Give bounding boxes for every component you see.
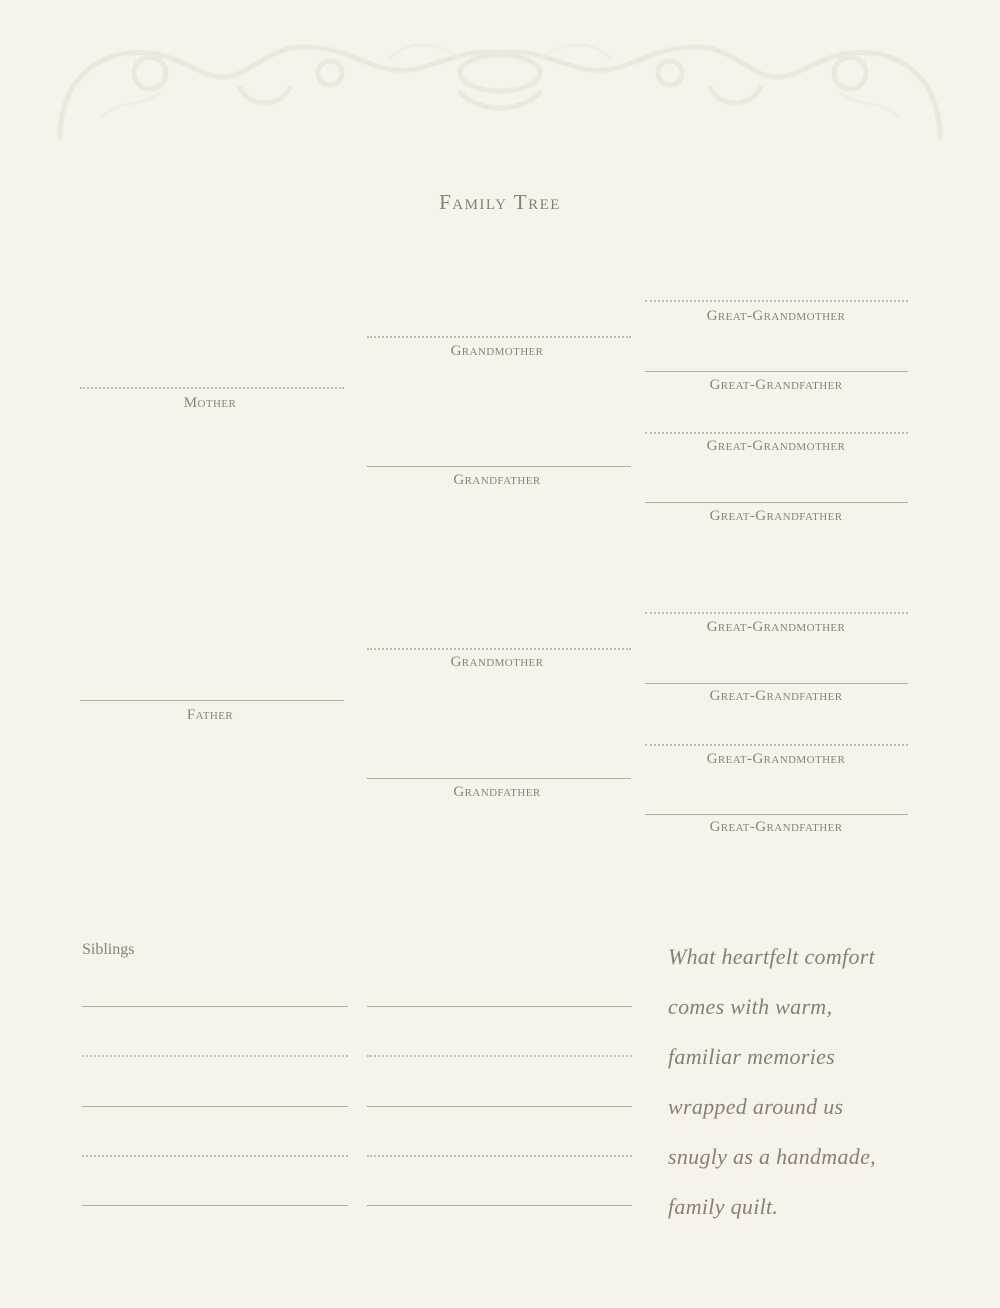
maternal-grandfather-label: Grandfather <box>453 472 541 488</box>
great-grandfather-label-4: Great-Grandfather <box>709 508 843 524</box>
sibling-line[interactable] <box>82 1055 348 1057</box>
great-grandfather-label-8: Great-Grandfather <box>709 819 843 835</box>
paternal-grandmother-label: Grandmother <box>450 654 544 670</box>
quote-line: wrapped around us <box>668 1094 844 1119</box>
great-grandparent-line-2[interactable] <box>645 371 908 372</box>
quote-line: What heartfelt comfort <box>668 944 876 969</box>
great-grandparent-line-8[interactable] <box>645 814 908 815</box>
paternal-grandfather-name-line[interactable] <box>367 778 631 779</box>
great-grandmother-label-1: Great-Grandmother <box>706 308 846 324</box>
maternal-grandmother-name-line[interactable] <box>367 336 631 338</box>
sibling-line[interactable] <box>82 1006 348 1007</box>
great-grandfather-label-6: Great-Grandfather <box>709 688 843 704</box>
sibling-line[interactable] <box>367 1055 632 1057</box>
sibling-line[interactable] <box>367 1155 632 1157</box>
quote-line: family quilt. <box>668 1194 779 1219</box>
sibling-line[interactable] <box>367 1006 632 1007</box>
sibling-line[interactable] <box>82 1155 348 1157</box>
sibling-line[interactable] <box>82 1106 348 1107</box>
father-label: Father <box>186 707 234 723</box>
mother-name-line[interactable] <box>80 387 344 389</box>
paternal-grandmother-name-line[interactable] <box>367 648 631 650</box>
great-grandparent-line-7[interactable] <box>645 744 908 746</box>
quote-line: snugly as a handmade, <box>668 1144 876 1169</box>
great-grandparent-line-3[interactable] <box>645 432 908 434</box>
page-title: Family Tree <box>439 190 561 214</box>
great-grandfather-label-2: Great-Grandfather <box>709 377 843 393</box>
sibling-line[interactable] <box>82 1205 348 1206</box>
great-grandparent-line-5[interactable] <box>645 612 908 614</box>
quote-block <box>668 932 988 1232</box>
sibling-line[interactable] <box>367 1106 632 1107</box>
great-grandmother-label-5: Great-Grandmother <box>706 619 846 635</box>
great-grandparent-line-4[interactable] <box>645 502 908 503</box>
sibling-line[interactable] <box>367 1205 632 1206</box>
mother-label: Mother <box>183 395 237 411</box>
quote-line: comes with warm, <box>668 994 833 1019</box>
father-name-line[interactable] <box>80 700 344 701</box>
great-grandparent-line-1[interactable] <box>645 300 908 302</box>
quote-line: familiar memories <box>668 1044 836 1069</box>
embossed-scroll-ornament <box>40 18 960 148</box>
great-grandparent-line-6[interactable] <box>645 683 908 684</box>
siblings-label: Siblings <box>82 941 135 958</box>
great-grandmother-label-3: Great-Grandmother <box>706 438 846 454</box>
maternal-grandmother-label: Grandmother <box>450 343 544 359</box>
maternal-grandfather-name-line[interactable] <box>367 466 631 467</box>
great-grandmother-label-7: Great-Grandmother <box>706 751 846 767</box>
paternal-grandfather-label: Grandfather <box>453 784 541 800</box>
